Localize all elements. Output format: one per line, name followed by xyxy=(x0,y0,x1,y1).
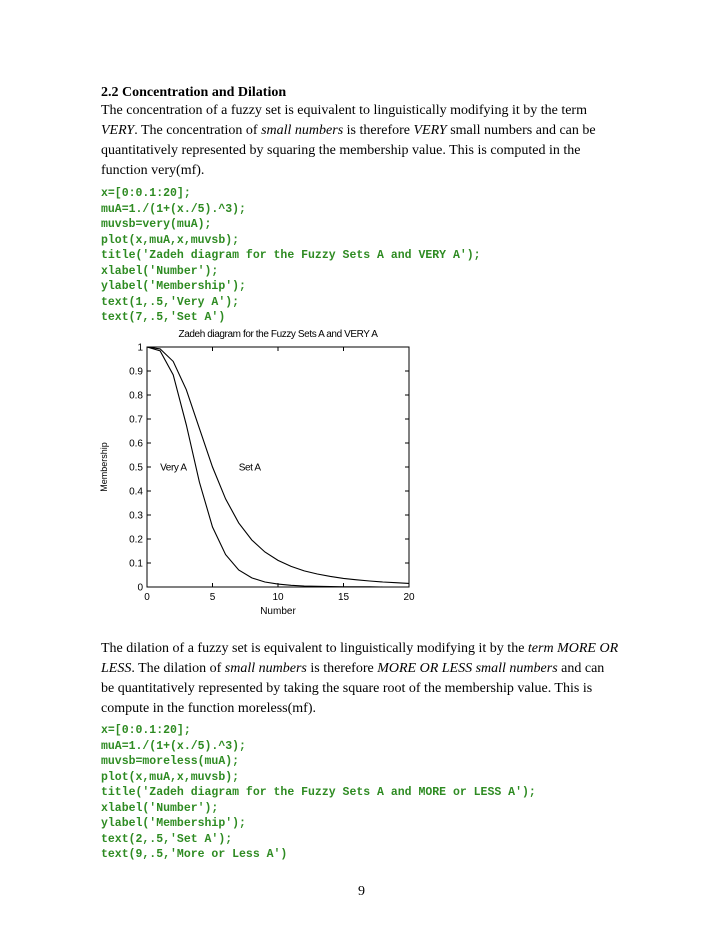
code-line: title('Zadeh diagram for the Fuzzy Sets A and MORE or LESS A'); xyxy=(101,786,536,799)
para1-very-term-2: VERY xyxy=(413,123,447,138)
x-tick-label: 0 xyxy=(144,592,150,603)
code-block-very xyxy=(101,186,481,326)
para1-small-numbers: small numbers xyxy=(261,123,344,138)
y-tick-label: 0.1 xyxy=(129,558,143,570)
code-line: text(9,.5,'More or Less A') xyxy=(101,848,288,861)
y-tick-label: 0.5 xyxy=(129,462,143,474)
para2-line4: compute in the function moreless(mf). xyxy=(101,701,316,716)
y-tick-label: 0 xyxy=(137,582,143,594)
dilation-paragraph xyxy=(101,639,641,719)
code-line: text(1,.5,'Very A'); xyxy=(101,295,240,309)
annotation-label: Very A xyxy=(160,462,187,474)
code-line: xlabel('Number'); xyxy=(101,264,219,278)
concentration-paragraph xyxy=(101,101,641,181)
para1-very-term: VERY xyxy=(101,123,135,138)
para1-line1: The concentration of a fuzzy set is equivalent to linguistically modifying it by the term xyxy=(101,103,587,118)
para1-text: small numbers and can be xyxy=(446,123,596,138)
para1-line3: quantitatively represented by squaring the membership value. This is computed in the xyxy=(101,143,581,158)
code-line: muvsb=very(muA); xyxy=(101,218,212,231)
code-line: plot(x,muA,x,muvsb); xyxy=(101,233,240,247)
para2-text: is therefore xyxy=(306,661,378,676)
y-tick-label: 0.8 xyxy=(129,390,143,402)
para2-text: . The dilation of xyxy=(131,661,225,676)
code-line: ylabel('Membership'); xyxy=(101,817,246,830)
code-line: text(2,.5,'Set A'); xyxy=(101,832,233,846)
code-line: xlabel('Number'); xyxy=(101,801,219,815)
y-tick-label: 0.2 xyxy=(129,534,143,546)
code-line: muvsb=moreless(muA); xyxy=(101,755,240,768)
section-heading: 2.2 Concentration and Dilation xyxy=(101,85,287,100)
x-tick-label: 5 xyxy=(209,592,216,603)
y-tick-label: 0.9 xyxy=(129,366,143,378)
y-tick-label: 0.3 xyxy=(129,510,143,522)
para2-more-or-less: MORE OR LESS small numbers xyxy=(377,661,558,676)
y-tick-label: 0.7 xyxy=(129,414,143,426)
para2-text: and can xyxy=(557,661,605,676)
code-line: x=[0:0.1:20]; xyxy=(101,724,191,737)
code-line: x=[0:0.1:20]; xyxy=(101,187,191,200)
para2-term: term MORE OR xyxy=(527,641,619,656)
x-tick-label: 15 xyxy=(337,592,350,603)
page-number: 9 xyxy=(358,884,365,899)
para1-text: is therefore xyxy=(343,123,414,138)
para1-line4: function very(mf). xyxy=(101,163,205,178)
code-line: text(7,.5,'Set A') xyxy=(101,311,226,324)
code-line: muA=1./(1+(x./5).^3); xyxy=(101,739,246,753)
y-tick-label: 0.4 xyxy=(129,486,143,498)
y-tick-label: 1 xyxy=(137,342,143,354)
code-block-moreless xyxy=(101,723,536,863)
para2-less: LESS xyxy=(101,661,132,676)
y-tick-label: 0.6 xyxy=(129,438,143,450)
zadeh-chart xyxy=(95,320,425,620)
chart-title: Zadeh diagram for the Fuzzy Sets A and VERY A xyxy=(178,329,378,340)
para2-line3: be quantitatively represented by taking the square root of the membership value. This is xyxy=(101,681,593,696)
chart-svg xyxy=(95,320,425,620)
para2-small-numbers: small numbers xyxy=(224,661,307,676)
x-tick-label: 20 xyxy=(403,592,415,603)
code-line: ylabel('Membership'); xyxy=(101,280,246,293)
para2-text: The dilation of a fuzzy set is equivalent to linguistically modifying it by the xyxy=(101,641,528,656)
code-line: title('Zadeh diagram for the Fuzzy Sets A and VERY A'); xyxy=(101,249,481,262)
para1-text: . The concentration of xyxy=(134,123,262,138)
x-axis-label: Number xyxy=(260,606,296,617)
x-tick-label: 10 xyxy=(272,592,284,603)
code-line: muA=1./(1+(x./5).^3); xyxy=(101,202,246,216)
code-line: plot(x,muA,x,muvsb); xyxy=(101,770,240,784)
annotation-label: Set A xyxy=(238,462,261,474)
y-axis-label: Membership xyxy=(99,442,109,492)
